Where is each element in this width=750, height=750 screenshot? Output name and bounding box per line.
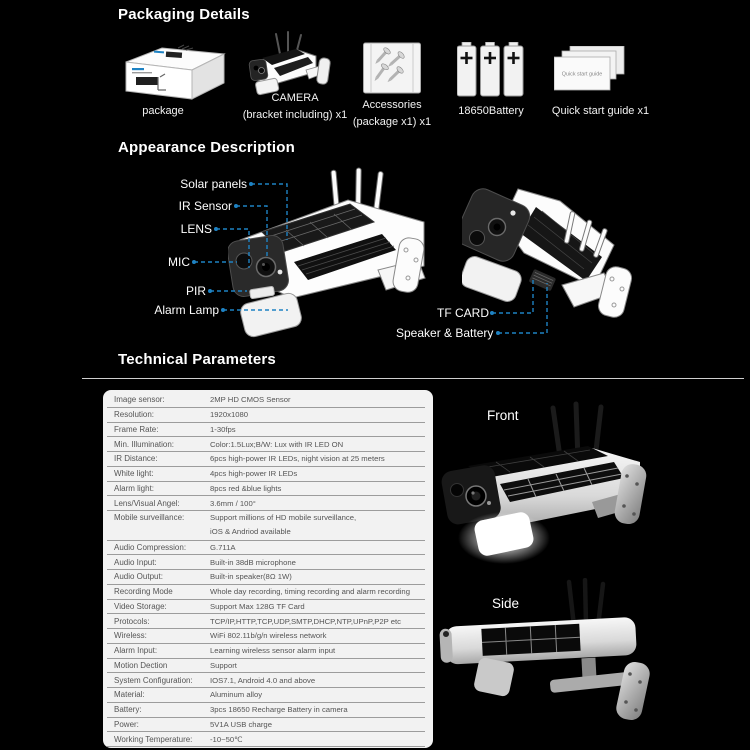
spec-value: Support Max 128G TF Card [210, 601, 305, 611]
spec-value: IOS7.1, Android 4.0 and above [210, 675, 316, 685]
spec-value: Built-in 38dB microphone [210, 557, 296, 567]
alarm-lamp-label: Alarm Lamp [154, 303, 219, 317]
battery-label: 18650Battery [458, 105, 524, 117]
solar-panels-label: Solar panels [180, 177, 247, 191]
spec-label: Battery: [114, 705, 142, 715]
spec-row [107, 600, 425, 615]
side-view-photo [432, 578, 727, 736]
spec-label: Material: [114, 690, 145, 700]
spec-row [107, 688, 425, 703]
spec-value: G.711A [210, 542, 236, 552]
spec-row [107, 732, 425, 747]
spec-label: Motion Dection [114, 660, 168, 670]
packaging-heading: Packaging Details [118, 6, 250, 23]
spec-label: Video Storage: [114, 601, 167, 611]
spec-label: Resolution: [114, 410, 155, 420]
spec-value: Whole day recording, timing recording and alarm recording [210, 587, 410, 597]
spec-value: Color:1.5Lux;B/W: Lux with IR LED ON [210, 439, 344, 449]
spec-row [107, 555, 425, 570]
spec-row [107, 659, 425, 674]
spec-label: Alarm light: [114, 483, 155, 493]
spec-value: 2MP HD CMOS Sensor [210, 395, 291, 405]
spec-label: Lens/Visual Angel: [114, 498, 180, 508]
spec-label: Frame Rate: [114, 424, 159, 434]
spec-label: Wireless: [114, 631, 147, 641]
tf-slot-area [529, 269, 557, 292]
accessories-label: Accessories (package x1) x1 [352, 99, 432, 128]
spec-value: Learning wireless sensor alarm input [210, 646, 336, 656]
spec-row [107, 570, 425, 585]
spec-label: Mobile surveillance: [114, 513, 185, 522]
spec-row [107, 718, 425, 733]
guide-label: Quick start guide x1 [551, 105, 650, 117]
spec-table [103, 390, 433, 748]
mic-label: MIC [168, 255, 190, 269]
ir-sensor-label: IR Sensor [178, 199, 232, 213]
spec-value: 8pcs red &blue lights [210, 483, 282, 493]
spec-label: Image sensor: [114, 395, 165, 405]
spec-value: 1-30fps [210, 424, 236, 434]
spec-row [107, 585, 425, 600]
section-divider [82, 378, 744, 379]
spec-row [107, 452, 425, 467]
appearance-heading: Appearance Description [118, 139, 295, 156]
package-box-icon [118, 42, 232, 100]
spec-row [107, 496, 425, 511]
spec-value: -10~50℃ [210, 734, 243, 744]
side-view-label: Side [492, 596, 520, 611]
spec-label: Power: [114, 719, 139, 729]
spec-row [107, 393, 425, 408]
spec-label: Audio Output: [114, 572, 163, 582]
spec-label: Recording Mode [114, 587, 173, 597]
spec-row [107, 629, 425, 644]
spec-value: WiFi 802.11b/g/n wireless network [210, 631, 327, 641]
spec-row [107, 703, 425, 718]
front-view-label: Front [487, 408, 519, 423]
spec-row [107, 482, 425, 497]
spec-row [107, 541, 425, 556]
spec-value: Support [210, 660, 237, 670]
spec-row [107, 467, 425, 482]
spec-row [107, 511, 425, 541]
spec-row [107, 437, 425, 452]
camera-label: CAMERA (bracket including) x1 [242, 92, 348, 121]
appearance-right-camera-illustration [462, 185, 732, 345]
lens-label: LENS [180, 222, 212, 236]
spec-label: System Configuration: [114, 675, 193, 685]
spec-row [107, 673, 425, 688]
spec-value: 3pcs 18650 Recharge Battery in camera [210, 705, 348, 715]
pir-label: PIR [185, 284, 206, 298]
technical-heading: Technical Parameters [118, 351, 276, 368]
spec-label: Min. Illumination: [114, 439, 175, 449]
spec-value: 6pcs high-power IR LEDs, night vision at 25 meters [210, 454, 385, 464]
spec-value: 5V1A USB charge [210, 719, 272, 729]
spec-value: Support millions of HD mobile surveillance, iOS & Andriod available [210, 513, 357, 537]
spec-value: TCP/IP,HTTP,TCP,UDP,SMTP,DHCP,NTP,UPnP,P2P etc [210, 616, 401, 626]
spec-row [107, 614, 425, 629]
spec-value: 3.6mm / 100° [210, 498, 256, 508]
spec-label: White light: [114, 469, 154, 479]
spec-label: IR Distance: [114, 454, 158, 464]
spec-row [107, 408, 425, 423]
accessories-bag-icon [362, 40, 422, 96]
spec-value: Aluminum alloy [210, 690, 263, 700]
guide-card-text: Quick start guide [561, 71, 603, 78]
spec-label: Alarm Input: [114, 646, 158, 656]
front-view-photo [440, 398, 690, 570]
spec-label: Audio Compression: [114, 542, 187, 552]
package-label: package [142, 105, 184, 117]
quick-start-guide-icon [554, 46, 626, 94]
speaker-battery-label: Speaker & Battery [396, 326, 494, 340]
spec-label: Audio Input: [114, 557, 157, 567]
spec-label: Working Temperature: [114, 734, 193, 744]
spec-row [107, 423, 425, 438]
spec-value: 1920x1080 [210, 410, 249, 420]
spec-label: Protocols: [114, 616, 150, 626]
spec-row [107, 644, 425, 659]
battery-set-icon [457, 42, 525, 97]
spec-value: 4pcs high-power IR LEDs [210, 469, 298, 479]
tf-card-label: TF CARD [437, 306, 489, 320]
spec-value: Built-in speaker(8Ω 1W) [210, 572, 292, 582]
